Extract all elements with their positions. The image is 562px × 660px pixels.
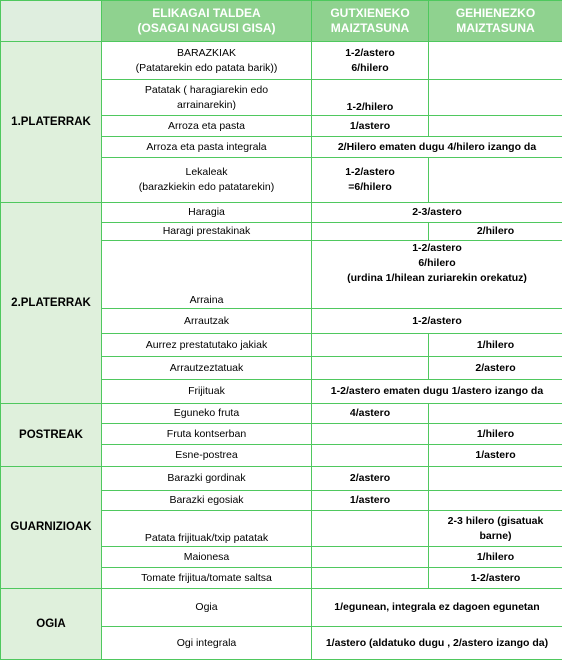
food-cell — [102, 80, 312, 116]
header-row — [1, 1, 562, 42]
header-empty-cell — [1, 1, 102, 42]
frequency-span-cell: 1-2/astero ematen dugu 1/astero izango da — [312, 380, 562, 404]
table-row — [1, 42, 562, 80]
frequency-span-cell: 2/Hilero ematen dugu 4/hilero izango da — [312, 137, 562, 158]
min-cell: 1/astero — [312, 491, 429, 511]
table-row — [1, 203, 562, 223]
header-food-group-line1: ELIKAGAI TALDEA — [104, 6, 309, 21]
food-cell: Fruta kontserban — [102, 424, 312, 445]
food-line: BARAZKIAK — [104, 46, 309, 61]
food-line: arrainarekin) — [104, 98, 309, 113]
group-label-ogia: OGIA — [1, 589, 102, 660]
food-line: (Patatarekin edo patata barik)) — [104, 61, 309, 76]
food-cell: Frijituak — [102, 380, 312, 404]
food-cell: Aurrez prestatutako jakiak — [102, 334, 312, 357]
span-line: 6/hilero — [314, 256, 560, 271]
max-cell — [429, 116, 562, 137]
min-cell — [312, 424, 429, 445]
max-cell: 2/astero — [429, 357, 562, 380]
min-cell: 1/astero — [312, 116, 429, 137]
max-cell — [429, 511, 562, 547]
span-line: (urdina 1/hilean zuriarekin orekatuz) — [314, 271, 560, 286]
max-cell — [429, 404, 562, 424]
food-line: Patatak ( haragiarekin edo — [104, 83, 309, 98]
max-cell — [429, 42, 562, 80]
span-line: 1-2/astero — [314, 241, 560, 256]
food-cell — [102, 158, 312, 203]
food-cell: Arraina — [102, 241, 312, 309]
food-cell — [102, 42, 312, 80]
table-row — [1, 404, 562, 424]
food-cell: Esne-postrea — [102, 445, 312, 467]
min-cell: 4/astero — [312, 404, 429, 424]
food-cell: Barazki egosiak — [102, 491, 312, 511]
frequency-span-cell: 2-3/astero — [312, 203, 562, 223]
table-row — [1, 589, 562, 627]
min-cell — [312, 158, 429, 203]
table-row — [1, 467, 562, 491]
food-cell: Eguneko fruta — [102, 404, 312, 424]
food-cell: Tomate frijitua/tomate saltsa — [102, 568, 312, 589]
header-min-frequency — [312, 1, 429, 42]
max-cell: 1/hilero — [429, 547, 562, 568]
group-label-guarnizioak: GUARNIZIOAK — [1, 467, 102, 589]
max-cell — [429, 158, 562, 203]
food-line: Lekaleak — [104, 165, 309, 180]
header-min-line2: MAIZTASUNA — [314, 21, 426, 36]
food-line: (barazkiekin edo patatarekin) — [104, 180, 309, 195]
min-line: =6/hilero — [314, 180, 426, 195]
max-line: 2-3 hilero (gisatuak — [431, 514, 560, 529]
frequency-span-cell: 1-2/astero — [312, 309, 562, 334]
min-line: 6/hilero — [314, 61, 426, 76]
min-cell — [312, 511, 429, 547]
min-cell — [312, 568, 429, 589]
max-cell — [429, 467, 562, 491]
min-cell — [312, 223, 429, 241]
food-cell: Haragi prestakinak — [102, 223, 312, 241]
max-cell — [429, 491, 562, 511]
food-cell: Arrautzeztatuak — [102, 357, 312, 380]
frequency-span-cell: 1/astero (aldatuko dugu , 2/astero izango da) — [312, 627, 562, 660]
food-cell: Haragia — [102, 203, 312, 223]
max-line: barne) — [431, 529, 560, 544]
max-cell: 2/hilero — [429, 223, 562, 241]
food-cell: Maionesa — [102, 547, 312, 568]
food-cell: Arroza eta pasta integrala — [102, 137, 312, 158]
food-cell: Ogia — [102, 589, 312, 627]
header-food-group-line2: (OSAGAI NAGUSI GISA) — [104, 21, 309, 36]
group-label-plater2: 2.PLATERRAK — [1, 203, 102, 404]
header-max-line1: GEHIENEZKO — [431, 6, 560, 21]
header-food-group — [102, 1, 312, 42]
min-cell — [312, 334, 429, 357]
food-cell: Patata frijituak/txip patatak — [102, 511, 312, 547]
min-cell — [312, 445, 429, 467]
frequency-span-cell: 1/egunean, integrala ez dagoen egunetan — [312, 589, 562, 627]
min-line: 1-2/astero — [314, 46, 426, 61]
group-label-plater1: 1.PLATERRAK — [1, 42, 102, 203]
header-min-line1: GUTXIENEKO — [314, 6, 426, 21]
max-cell: 1/astero — [429, 445, 562, 467]
max-cell — [429, 80, 562, 116]
min-cell — [312, 42, 429, 80]
min-line: 1-2/astero — [314, 165, 426, 180]
header-max-line2: MAIZTASUNA — [431, 21, 560, 36]
min-cell — [312, 357, 429, 380]
max-cell: 1-2/astero — [429, 568, 562, 589]
min-cell — [312, 547, 429, 568]
max-cell: 1/hilero — [429, 424, 562, 445]
food-cell: Arrautzak — [102, 309, 312, 334]
frequency-span-cell — [312, 241, 562, 309]
min-cell: 2/astero — [312, 467, 429, 491]
food-cell: Arroza eta pasta — [102, 116, 312, 137]
header-max-frequency — [429, 1, 562, 42]
max-cell: 1/hilero — [429, 334, 562, 357]
food-cell: Barazki gordinak — [102, 467, 312, 491]
group-label-postreak: POSTREAK — [1, 404, 102, 467]
min-cell: 1-2/hilero — [312, 80, 429, 116]
food-cell: Ogi integrala — [102, 627, 312, 660]
